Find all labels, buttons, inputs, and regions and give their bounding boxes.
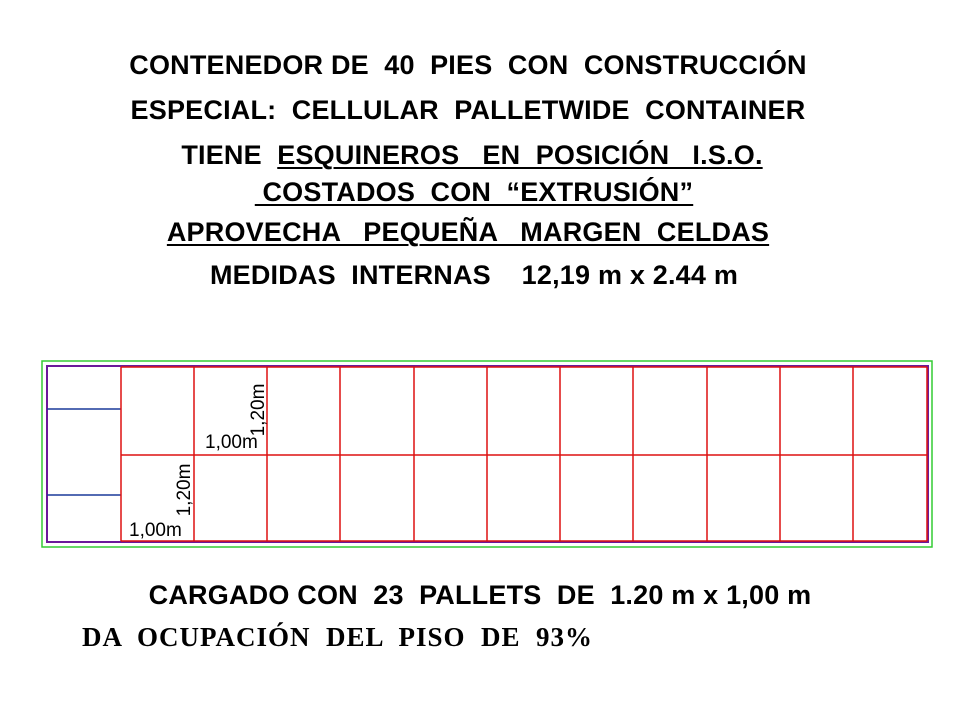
footer-line-1: CARGADO CON 23 PALLETS DE 1.20 m x 1,00 m	[148, 580, 812, 610]
pallet-grid	[121, 367, 927, 541]
title-line-4: COSTADOS CON “EXTRUSIÓN”	[254, 177, 694, 207]
title-line-5: APROVECHA PEQUEÑA MARGEN CELDAS	[166, 217, 770, 247]
pallet-length-label-bottom: 1,00m	[129, 520, 182, 541]
dimension-labels	[129, 384, 269, 541]
title-line-6: MEDIDAS INTERNAS 12,19 m x 2.44 m	[209, 260, 739, 290]
pallet-length-label-top: 1,00m	[205, 432, 258, 453]
end-pallets	[47, 409, 121, 495]
title-line-1: CONTENEDOR DE 40 PIES CON CONSTRUCCIÓN	[129, 50, 807, 80]
title-line-3-underlined: ESQUINEROS EN POSICIÓN I.S.O.	[277, 140, 763, 170]
footer-line-2: DA OCUPACIÓN DEL PISO DE 93%	[82, 622, 594, 652]
pallet-width-label-bottom: 1,20m	[174, 463, 195, 517]
title-line-3-prefix: TIENE	[181, 140, 278, 170]
title-line-2: ESPECIAL: CELLULAR PALLETWIDE CONTAINER	[130, 95, 806, 125]
pallet-width-label-top: 1,20m	[248, 383, 269, 437]
